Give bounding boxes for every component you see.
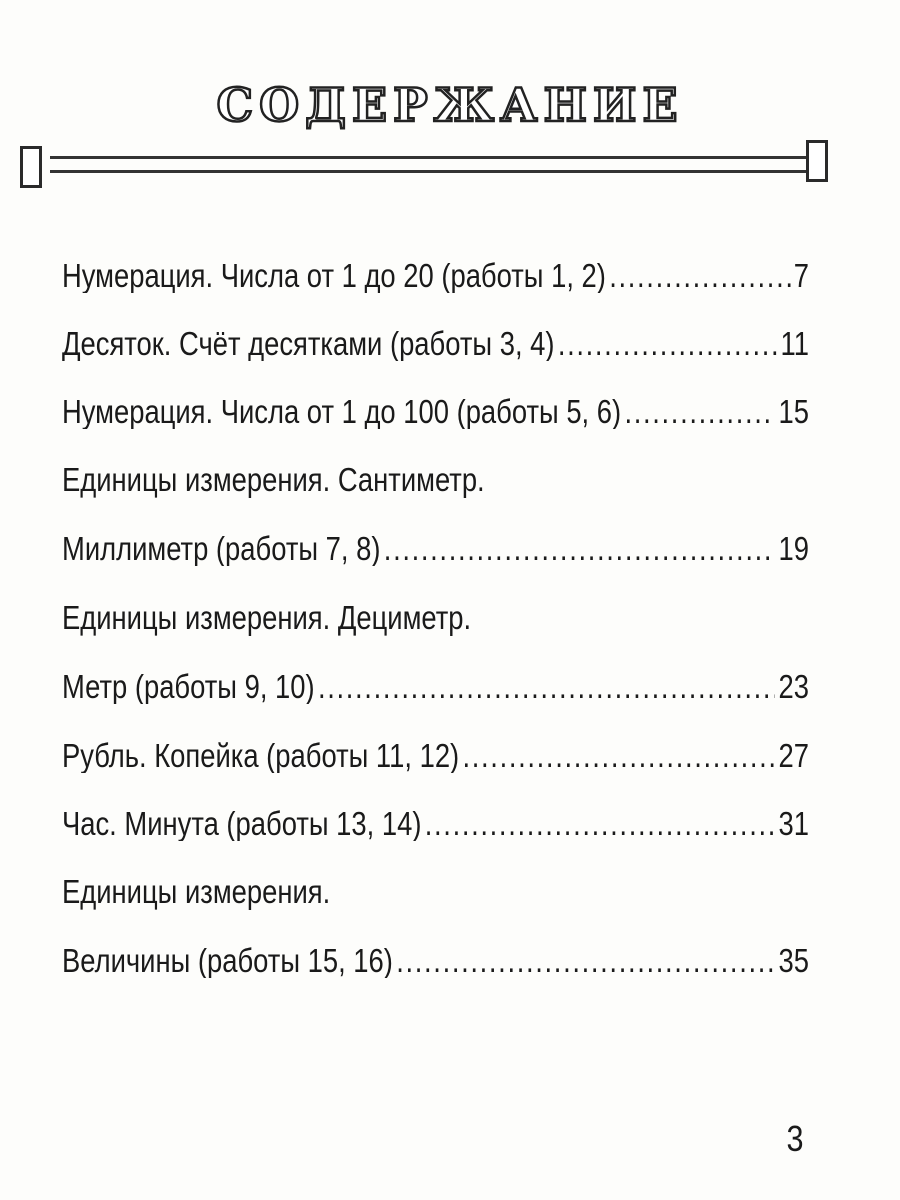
dot-leader xyxy=(609,258,790,293)
dot-leader xyxy=(384,531,775,566)
toc-entry xyxy=(62,258,809,293)
dot-leader xyxy=(463,738,776,773)
toc-entry-title: Рубль. Копейка (работы 11, 12) xyxy=(62,738,460,773)
page-title: СОДЕРЖАНИЕ xyxy=(216,78,684,132)
dot-leader xyxy=(624,394,775,429)
toc-entry-title: Метр (работы 9, 10) xyxy=(62,669,315,704)
toc-entry-page: 11 xyxy=(780,326,809,361)
toc-entry-title: Нумерация. Числа от 1 до 20 (работы 1, 2) xyxy=(62,258,606,293)
toc-entry-title: Миллиметр (работы 7, 8) xyxy=(62,531,381,566)
toc-entry-title: Нумерация. Числа от 1 до 100 (работы 5, 6) xyxy=(62,394,622,429)
toc-entry-page: 31 xyxy=(778,806,809,841)
title-rule-bottom xyxy=(50,170,812,173)
toc-entry-page: 7 xyxy=(793,258,809,293)
title-rule-top xyxy=(50,156,812,159)
toc-entry xyxy=(62,326,809,361)
page-number: 3 xyxy=(786,1118,804,1159)
toc-entry xyxy=(62,462,809,566)
rule-end-left xyxy=(20,146,42,188)
toc-entry xyxy=(62,600,809,704)
toc-entry-page: 35 xyxy=(778,943,809,978)
dot-leader xyxy=(396,943,775,978)
toc-entry-page: 15 xyxy=(778,394,809,429)
dot-leader xyxy=(558,326,777,361)
toc-entry xyxy=(62,874,809,978)
toc-entry-heading: Единицы измерения. Дециметр. xyxy=(62,599,472,636)
toc-entry-heading: Единицы измерения. xyxy=(62,873,331,910)
toc-entry xyxy=(62,738,809,773)
toc-entry-heading: Единицы измерения. Сантиметр. xyxy=(62,461,485,498)
toc-entry xyxy=(62,394,809,429)
table-of-contents xyxy=(62,258,809,1012)
rule-end-right xyxy=(806,140,828,182)
toc-entry-page: 27 xyxy=(778,738,809,773)
toc-entry-page: 23 xyxy=(778,669,809,704)
toc-entry-title: Десяток. Счёт десятками (работы 3, 4) xyxy=(62,326,555,361)
toc-entry xyxy=(62,806,809,841)
dot-leader xyxy=(425,806,775,841)
dot-leader xyxy=(318,669,775,704)
toc-entry-title: Величины (работы 15, 16) xyxy=(62,943,393,978)
toc-entry-page: 19 xyxy=(778,531,809,566)
toc-entry-title: Час. Минута (работы 13, 14) xyxy=(62,806,422,841)
